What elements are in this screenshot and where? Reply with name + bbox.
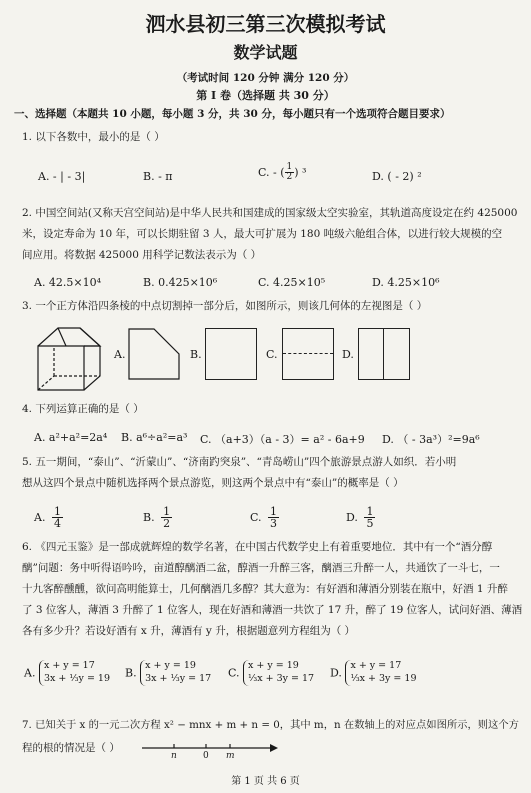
q6-option-d: [330, 660, 417, 686]
q5-c-fraction: [268, 506, 279, 529]
q2-option-d: D. 4.25×10⁶: [372, 276, 440, 289]
q5-a-label: A.: [34, 511, 46, 524]
volume-heading: 第 I 卷（选择题 共 30 分）: [196, 89, 335, 102]
q6-line1: 6. 《四元玉鉴》是一部成就辉煌的数学名著，在中国古代数学史上有着重要地位．其中有一个“酒分醇: [22, 541, 493, 553]
q1-option-b: B. - π: [143, 170, 173, 183]
q5-b-num: 1: [163, 505, 171, 518]
q5-b-fraction: [161, 506, 172, 529]
q5-b-den: 2: [163, 517, 171, 530]
q2-line2: 米，设定寿命为 10 年，可以长期驻留 3 人，最大可扩展为 180 吨级六舱组合体，以进行较大规模的空: [22, 228, 503, 240]
q5-c-label: C.: [250, 511, 262, 524]
q1-option-c: [258, 163, 306, 182]
q6-b-label: B.: [125, 666, 137, 680]
q4-option-b: B. a⁶÷a²=a³: [121, 431, 188, 444]
q7-line2: 程的根的情况是（ ）: [22, 742, 120, 754]
q2-line1: 2. 中国空间站(又称天宫空间站)是中华人民共和国建成的国家级太空实验室，其轨道高度设定在约 425000: [22, 207, 518, 219]
q3-option-c-label: C.: [266, 348, 278, 361]
q1-option-a: A. - | - 3|: [38, 170, 86, 183]
q5-option-a: [34, 506, 63, 529]
q6-a-eq2: 3x + ⅓y = 19: [43, 672, 111, 684]
q3-solid-figure: [30, 318, 112, 396]
q1-c-den: 2: [286, 172, 293, 182]
q1-c-prefix: C. - (: [258, 166, 285, 179]
q2-line3: 间应用。将数据 425000 用科学记数法表示为（ ）: [22, 249, 262, 261]
q7-number-line: [140, 736, 280, 760]
q2-option-b: B. 0.425×10⁶: [143, 276, 218, 289]
q3-option-c-figure: [282, 328, 334, 380]
exam-info: （考试时间 120 分钟 满分 120 分）: [176, 72, 355, 84]
q1-c-num: 1: [286, 162, 293, 172]
q5-line1: 5. 五一期间，“泰山”、“沂蒙山”、“济南趵突泉”、“青岛崂山”四个旅游景点游人如织．若小明: [22, 456, 457, 468]
q4-stem: 4. 下列运算正确的是（ ）: [22, 403, 144, 415]
q6-d-eq2: ⅓x + 3y = 19: [350, 672, 417, 684]
q6-b-eq2: 3x + ⅓y = 17: [145, 672, 212, 684]
q3-stem: 3. 一个正方体沿四条棱的中点切割掉一部分后，如图所示，则该几何体的左视图是（ ）: [22, 300, 428, 312]
q3-option-d-figure: [358, 328, 410, 380]
q6-b-system: [140, 660, 211, 686]
q5-c-den: 3: [270, 517, 278, 530]
q1-c-suffix: ) ³: [294, 166, 307, 179]
q6-option-c: [228, 660, 314, 686]
q6-c-eq2: ⅓x + 3y = 17: [248, 672, 315, 684]
q5-c-num: 1: [270, 505, 278, 518]
q5-line2: 想从这四个景点中随机选择两个景点游览，则这两个景点中有“泰山”的概率是（ ）: [22, 477, 404, 489]
q3-option-a-label: A.: [114, 348, 126, 361]
q5-option-c: [250, 506, 279, 529]
q6-b-eq1: x + y = 19: [145, 660, 196, 671]
page-title: 泗水县初三第三次模拟考试: [145, 12, 386, 36]
q6-line3: 十九客醉醺醺，欲问高明能算士，几何醨酒几多醇？其大意为：有好酒和薄酒分别装在瓶中，好酒 1 升醉: [22, 583, 508, 595]
q6-line5: 各有多少升？若设好酒有 x 升，薄酒有 y 升，根据题意列方程组为（ ）: [22, 625, 356, 637]
q7-line1: 7. 已知关于 x 的一元二次方程 x² − mnx + m + n = 0，其中 m，n 在数轴上的对应点如图所示，则这个方: [22, 719, 519, 731]
q6-c-label: C.: [228, 666, 240, 680]
q4-option-a: A. a²+a²=2a⁴: [34, 431, 108, 444]
q5-d-fraction: [364, 506, 375, 529]
q7-label-n: n: [171, 751, 177, 761]
q5-option-d: [346, 506, 375, 529]
q5-b-label: B.: [143, 511, 155, 524]
q6-a-system: [39, 660, 110, 686]
q5-d-num: 1: [366, 505, 374, 518]
q6-option-a: [24, 660, 110, 686]
q5-a-den: 4: [53, 517, 61, 530]
q3-option-c-dashed-line: [283, 353, 333, 354]
q1-stem: 1. 以下各数中，最小的是（ ）: [22, 131, 165, 143]
q6-option-b: [125, 660, 211, 686]
q6-c-eq1: x + y = 19: [248, 660, 299, 671]
q6-a-eq1: x + y = 17: [43, 660, 95, 671]
q7-label-zero: 0: [203, 751, 209, 761]
q4-option-d: D. （ - 3a³）²=9a⁶: [382, 433, 480, 446]
q2-option-a: A. 42.5×10⁴: [34, 276, 102, 289]
q6-d-eq1: x + y = 17: [350, 660, 402, 671]
section-heading: 一、选择题（本题共 10 小题，每小题 3 分，共 30 分，每小题只有一个选项符合题目要求）: [14, 108, 451, 120]
q6-a-label: A.: [24, 666, 36, 680]
q3-option-b-figure: [205, 328, 257, 380]
q3-option-d-label: D.: [342, 348, 354, 361]
page-number: 第 1 页 共 6 页: [231, 776, 300, 787]
q2-option-c: C. 4.25×10⁵: [258, 276, 326, 289]
q3-option-b-label: B.: [190, 348, 202, 361]
q1-option-d: D. ( - 2) ²: [372, 170, 422, 183]
q6-line2: 醨”问题：务中听得语吟吟，亩道醇醨酒二盆，醇酒一升醉三客，醨酒三升醉一人，共通饮了一斗七，一: [22, 562, 500, 574]
q5-a-num: 1: [53, 505, 61, 518]
q6-c-system: [243, 660, 314, 686]
q3-option-a-figure: [128, 328, 180, 380]
q5-a-fraction: [52, 506, 63, 529]
q5-option-b: [143, 506, 172, 529]
q7-label-m: m: [226, 751, 235, 761]
q3-option-d-divider: [383, 329, 384, 379]
q6-d-system: [345, 660, 416, 686]
q5-d-label: D.: [346, 511, 358, 524]
q5-d-den: 5: [366, 517, 374, 530]
q4-option-c: C. （a+3）（a - 3）= a² - 6a+9: [200, 433, 365, 446]
q6-d-label: D.: [330, 666, 342, 680]
page-subtitle: 数学试题: [233, 43, 298, 62]
q6-line4: 了 3 位客人，薄酒 3 升醉了 1 位客人，现在好酒和薄酒一共饮了 17 升，醉了 19 位客人，试问好酒、薄酒: [22, 604, 523, 616]
q1-c-fraction: [285, 163, 295, 182]
